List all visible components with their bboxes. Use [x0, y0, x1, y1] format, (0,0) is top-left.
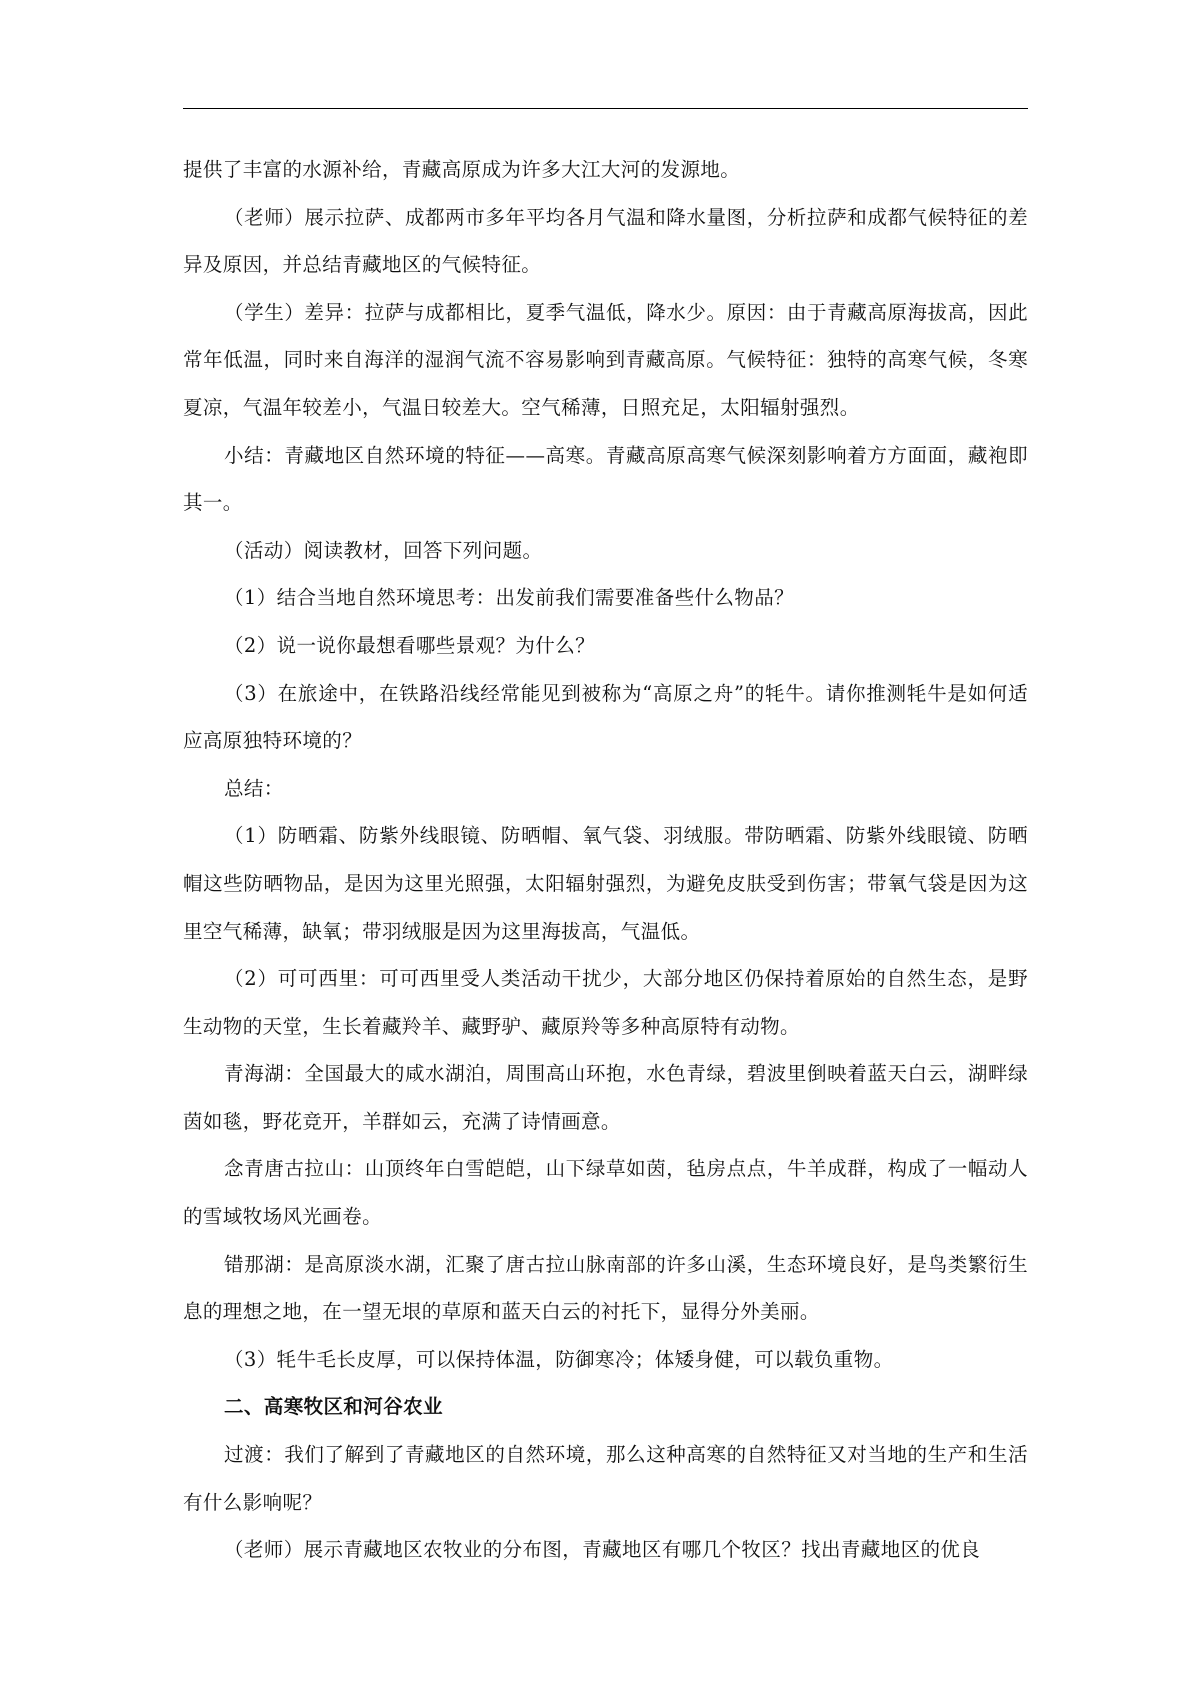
paragraph-activity: （活动）阅读教材，回答下列问题。 — [224, 538, 543, 562]
conclusion-label: 总结： — [224, 776, 284, 800]
section-heading: 二、高寒牧区和河谷农业 — [224, 1395, 443, 1419]
document-body — [183, 146, 1028, 1574]
paragraph-teacher-agriculture-map: （老师）展示青藏地区农牧业的分布图，青藏地区有哪几个牧区？找出青藏地区的优良 — [224, 1538, 981, 1562]
answer-3: （3）牦牛毛长皮厚，可以保持体温，防御寒冷；体矮身健，可以载负重物。 — [224, 1347, 894, 1371]
answer-2-nyenchen-tanglha: 念青唐古拉山：山顶终年白雪皑皑，山下绿草如茵，毡房点点，牛羊成群，构成了一幅动人的雪域牧场风光画卷。 — [183, 1157, 1028, 1229]
paragraph-student-answer: （学生）差异：拉萨与成都相比，夏季气温低，降水少。原因：由于青藏高原海拔高，因此常年低温，同时来自海洋的湿润气流不容易影响到青藏高原。气候特征：独特的高寒气候，冬寒夏凉，气温年较差小，气温日较差大。空气稀薄，日照充足，太阳辐射强烈。 — [183, 300, 1028, 419]
answer-2-cona-lake: 错那湖：是高原淡水湖，汇聚了唐古拉山脉南部的许多山溪，生态环境良好，是鸟类繁衍生息的理想之地，在一望无垠的草原和蓝天白云的衬托下，显得分外美丽。 — [183, 1252, 1028, 1324]
question-3: （3）在旅途中，在铁路沿线经常能见到被称为“高原之舟”的牦牛。请你推测牦牛是如何适应高原独特环境的？ — [183, 681, 1028, 753]
answer-2-hoh-xil: （2）可可西里：可可西里受人类活动干扰少，大部分地区仍保持着原始的自然生态，是野生动物的天堂，生长着藏羚羊、藏野驴、藏原羚等多种高原特有动物。 — [183, 967, 1028, 1038]
paragraph-continuation: 提供了丰富的水源补给，青藏高原成为许多大江大河的发源地。 — [183, 158, 741, 181]
question-2: （2）说一说你最想看哪些景观？为什么？ — [224, 633, 596, 657]
header-rule — [183, 108, 1028, 109]
question-1: （1）结合当地自然环境思考：出发前我们需要准备些什么物品？ — [224, 586, 795, 610]
answer-2-qinghai-lake: 青海湖：全国最大的咸水湖泊，周围高山环抱，水色青绿，碧波里倒映着蓝天白云，湖畔绿茵如毯，野花竞开，羊群如云，充满了诗情画意。 — [183, 1062, 1028, 1133]
answer-1: （1）防晒霜、防紫外线眼镜、防晒帽、氧气袋、羽绒服。带防晒霜、防紫外线眼镜、防晒帽这些防晒物品，是因为这里光照强，太阳辐射强烈，为避免皮肤受到伤害；带氧气袋是因为这里空气稀薄，缺氧；带羽绒服是因为这里海拔高，气温低。 — [183, 824, 1028, 943]
paragraph-teacher-climate-chart: （老师）展示拉萨、成都两市多年平均各月气温和降水量图，分析拉萨和成都气候特征的差异及原因，并总结青藏地区的气候特征。 — [183, 205, 1028, 277]
paragraph-transition: 过渡：我们了解到了青藏地区的自然环境，那么这种高寒的自然特征又对当地的生产和生活有什么影响呢？ — [183, 1443, 1028, 1514]
paragraph-summary: 小结：青藏地区自然环境的特征——高寒。青藏高原高寒气候深刻影响着方方面面，藏袍即其一。 — [183, 443, 1028, 515]
